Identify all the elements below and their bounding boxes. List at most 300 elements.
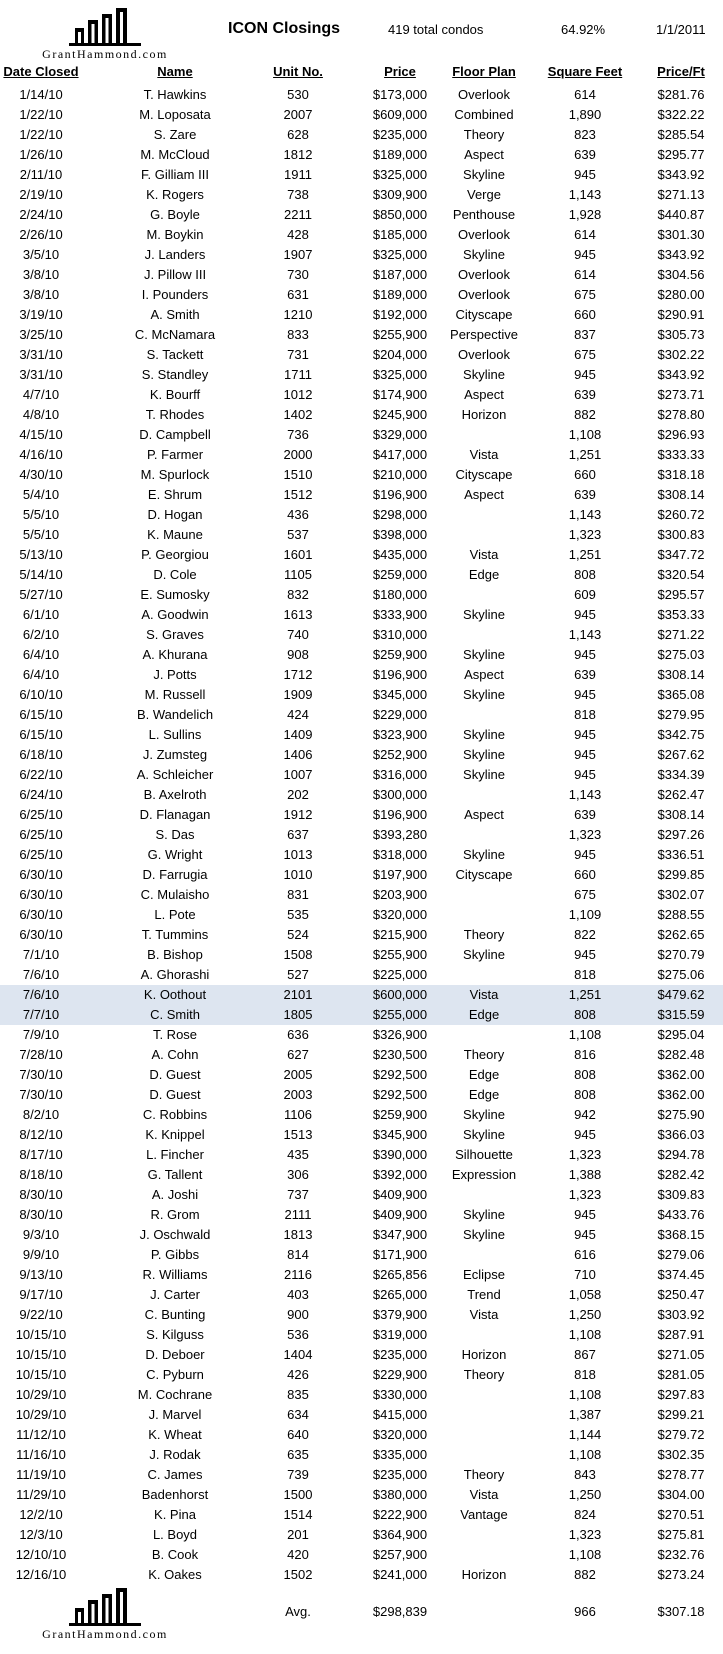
name-cell: C. McNamara <box>134 327 216 342</box>
table-row <box>0 345 723 365</box>
table-row <box>0 565 723 585</box>
price-per-ft-cell: $302.07 <box>657 887 705 902</box>
date-closed-cell: 7/6/10 <box>22 967 60 982</box>
name-cell: D. Flanagan <box>139 807 211 822</box>
unit-no-cell: 1514 <box>283 1507 313 1522</box>
unit-no-cell: 1210 <box>283 307 313 322</box>
price-per-ft-cell: $270.79 <box>657 947 705 962</box>
floor-plan-cell: Skyline <box>463 367 505 382</box>
square-feet-cell: 945 <box>574 1207 596 1222</box>
name-cell: E. Shrum <box>147 487 203 502</box>
date-closed-cell: 7/1/10 <box>22 947 60 962</box>
avg-price-per-ft: $307.18 <box>657 1604 705 1619</box>
square-feet-cell: 945 <box>574 1227 596 1242</box>
unit-no-cell: 640 <box>287 1427 309 1442</box>
name-cell: B. Cook <box>151 1547 199 1562</box>
date-closed-cell: 9/13/10 <box>19 1267 63 1282</box>
unit-no-cell: 737 <box>287 1187 309 1202</box>
price-per-ft-cell: $299.21 <box>657 1407 705 1422</box>
table-row <box>0 585 723 605</box>
name-cell: P. Gibbs <box>150 1247 200 1262</box>
square-feet-cell: 1,143 <box>568 507 602 522</box>
square-feet-cell: 823 <box>574 127 596 142</box>
floor-plan-cell: Vista <box>469 1487 499 1502</box>
table-row <box>0 1065 723 1085</box>
floor-plan-cell <box>428 1245 540 1265</box>
price-per-ft-cell: $280.00 <box>657 287 705 302</box>
date-closed-cell: 8/30/10 <box>19 1187 63 1202</box>
square-feet-cell: 660 <box>574 307 596 322</box>
square-feet-cell: 1,143 <box>568 187 602 202</box>
name-cell: L. Boyd <box>152 1527 198 1542</box>
date-closed-cell: 10/15/10 <box>15 1347 67 1362</box>
unit-no-cell: 833 <box>287 327 309 342</box>
date-closed-cell: 2/26/10 <box>19 227 63 242</box>
name-cell: M. McCloud <box>140 147 210 162</box>
floor-plan-cell: Vista <box>469 1307 499 1322</box>
price-cell: $185,000 <box>372 227 428 242</box>
name-cell: F. Gilliam III <box>141 167 209 182</box>
date-closed-cell: 6/25/10 <box>19 807 63 822</box>
floor-plan-cell: Overlook <box>457 287 511 302</box>
table-row <box>0 1145 723 1165</box>
unit-no-cell: 536 <box>287 1327 309 1342</box>
price-per-ft-cell: $281.05 <box>657 1367 705 1382</box>
floor-plan-cell: Skyline <box>463 767 505 782</box>
square-feet-cell: 1,890 <box>568 107 602 122</box>
unit-no-cell: 1105 <box>284 567 312 582</box>
col-price: Price <box>384 64 416 79</box>
name-cell: M. Boykin <box>146 227 204 242</box>
table-row <box>0 1465 723 1485</box>
unit-no-cell: 631 <box>287 287 309 302</box>
floor-plan-cell: Silhouette <box>455 1147 513 1162</box>
floor-plan-cell: Perspective <box>450 327 518 342</box>
name-cell: T. Rose <box>152 1027 198 1042</box>
date-closed-cell: 2/24/10 <box>19 207 63 222</box>
unit-no-cell: 2211 <box>284 207 312 222</box>
table-row <box>0 985 723 1005</box>
square-feet-cell: 1,323 <box>568 527 602 542</box>
square-feet-cell: 639 <box>574 147 596 162</box>
price-cell: $265,856 <box>372 1267 428 1282</box>
square-feet-cell: 1,143 <box>568 787 602 802</box>
table-row <box>0 645 723 665</box>
price-cell: $235,000 <box>372 1467 428 1482</box>
price-per-ft-cell: $282.48 <box>657 1047 705 1062</box>
floor-plan-cell: Edge <box>468 1007 500 1022</box>
square-feet-cell: 945 <box>574 247 596 262</box>
price-per-ft-cell: $273.24 <box>657 1567 705 1582</box>
date-closed-cell: 3/31/10 <box>19 347 63 362</box>
table-row <box>0 825 723 845</box>
price-per-ft-cell: $479.62 <box>657 987 705 1002</box>
date-closed-cell: 9/3/10 <box>22 1227 60 1242</box>
floor-plan-cell <box>428 1405 540 1425</box>
name-cell: L. Fincher <box>146 1147 204 1162</box>
name-cell: M. Loposata <box>139 107 211 122</box>
price-per-ft-cell: $347.72 <box>657 547 705 562</box>
price-cell: $265,000 <box>372 1287 428 1302</box>
square-feet-cell: 616 <box>574 1247 596 1262</box>
name-cell: K. Bourff <box>149 387 201 402</box>
name-cell: M. Spurlock <box>140 467 210 482</box>
date-closed-cell: 12/16/10 <box>15 1567 67 1582</box>
square-feet-cell: 818 <box>574 707 596 722</box>
floor-plan-cell <box>428 1425 540 1445</box>
name-cell: D. Guest <box>149 1087 201 1102</box>
table-row <box>0 1205 723 1225</box>
table-row <box>0 1245 723 1265</box>
unit-no-cell: 2007 <box>283 107 313 122</box>
date-closed-cell: 6/22/10 <box>19 767 63 782</box>
price-per-ft-cell: $295.77 <box>657 147 705 162</box>
price-per-ft-cell: $315.59 <box>657 1007 705 1022</box>
date-closed-cell: 6/2/10 <box>22 627 60 642</box>
price-cell: $255,900 <box>372 947 428 962</box>
unit-no-cell: 634 <box>287 1407 309 1422</box>
table-row <box>0 1125 723 1145</box>
price-per-ft-cell: $362.00 <box>657 1087 705 1102</box>
name-cell: R. Grom <box>150 1207 200 1222</box>
table-row <box>0 1045 723 1065</box>
floor-plan-cell: Skyline <box>463 247 505 262</box>
price-cell: $245,900 <box>372 407 428 422</box>
price-cell: $318,000 <box>372 847 428 862</box>
price-per-ft-cell: $262.47 <box>657 787 705 802</box>
square-feet-cell: 1,108 <box>568 1547 602 1562</box>
name-cell: K. Maune <box>147 527 203 542</box>
name-cell: R. Williams <box>142 1267 208 1282</box>
price-per-ft-cell: $232.76 <box>657 1547 705 1562</box>
total-condos: 419 total condos <box>388 22 484 37</box>
floor-plan-cell <box>428 425 540 445</box>
table-row <box>0 1225 723 1245</box>
name-cell: C. Mulaisho <box>140 887 210 902</box>
table-row <box>0 105 723 125</box>
logo-text: GrantHammond.com <box>42 47 168 61</box>
date-closed-cell: 11/12/10 <box>16 1427 66 1442</box>
floor-plan-cell: Trend <box>467 1287 501 1302</box>
price-per-ft-cell: $273.71 <box>657 387 705 402</box>
table-row <box>0 1545 723 1565</box>
price-cell: $225,000 <box>372 967 428 982</box>
square-feet-cell: 639 <box>574 487 596 502</box>
floor-plan-cell: Vista <box>469 447 499 462</box>
price-per-ft-cell: $279.06 <box>657 1247 705 1262</box>
table-row <box>0 1305 723 1325</box>
price-cell: $325,000 <box>372 167 428 182</box>
table-row <box>0 385 723 405</box>
floor-plan-cell: Overlook <box>457 267 511 282</box>
date-closed-cell: 8/12/10 <box>19 1127 63 1142</box>
date-closed-cell: 2/19/10 <box>19 187 63 202</box>
name-cell: Badenhorst <box>141 1487 209 1502</box>
unit-no-cell: 2101 <box>283 987 313 1002</box>
price-per-ft-cell: $275.90 <box>657 1107 705 1122</box>
floor-plan-cell: Skyline <box>463 1127 505 1142</box>
table-row <box>0 1085 723 1105</box>
floor-plan-cell: Skyline <box>463 727 505 742</box>
floor-plan-cell: Theory <box>463 927 505 942</box>
square-feet-cell: 614 <box>574 87 596 102</box>
name-cell: B. Bishop <box>147 947 203 962</box>
table-row <box>0 125 723 145</box>
name-cell: A. Goodwin <box>141 607 209 622</box>
square-feet-cell: 867 <box>574 1347 596 1362</box>
square-feet-cell: 945 <box>574 1127 596 1142</box>
price-cell: $215,900 <box>372 927 428 942</box>
square-feet-cell: 1,323 <box>568 827 602 842</box>
date-closed-cell: 3/25/10 <box>19 327 63 342</box>
name-cell: D. Cole <box>153 567 197 582</box>
price-cell: $409,900 <box>372 1207 428 1222</box>
floor-plan-cell: Overlook <box>457 347 511 362</box>
report-date: 1/1/2011 <box>656 22 706 37</box>
table-row <box>0 765 723 785</box>
square-feet-cell: 1,928 <box>568 207 602 222</box>
col-date-closed: Date Closed <box>3 64 79 79</box>
avg-square-feet: 966 <box>574 1604 596 1619</box>
price-cell: $259,900 <box>372 1107 428 1122</box>
floor-plan-cell: Theory <box>463 127 505 142</box>
square-feet-cell: 614 <box>574 267 596 282</box>
name-cell: K. Rogers <box>146 187 204 202</box>
price-per-ft-cell: $433.76 <box>657 1207 705 1222</box>
table-row <box>0 1525 723 1545</box>
name-cell: J. Potts <box>153 667 197 682</box>
table-row <box>0 265 723 285</box>
table-row <box>0 245 723 265</box>
price-cell: $320,000 <box>372 907 428 922</box>
floor-plan-cell <box>428 905 540 925</box>
square-feet-cell: 1,387 <box>568 1407 602 1422</box>
table-row <box>0 1105 723 1125</box>
name-cell: G. Wright <box>147 847 203 862</box>
date-closed-cell: 3/19/10 <box>19 307 63 322</box>
date-closed-cell: 6/4/10 <box>22 647 60 662</box>
name-cell: A. Cohn <box>151 1047 199 1062</box>
square-feet-cell: 945 <box>574 367 596 382</box>
unit-no-cell: 527 <box>287 967 309 982</box>
unit-no-cell: 831 <box>287 887 309 902</box>
date-closed-cell: 4/16/10 <box>19 447 63 462</box>
name-cell: D. Deboer <box>145 1347 205 1362</box>
floor-plan-cell: Skyline <box>463 607 505 622</box>
price-per-ft-cell: $302.22 <box>657 347 705 362</box>
square-feet-cell: 837 <box>574 327 596 342</box>
date-closed-cell: 6/30/10 <box>19 887 63 902</box>
unit-no-cell: 835 <box>287 1387 309 1402</box>
building-logo-icon <box>69 6 141 46</box>
square-feet-cell: 1,108 <box>568 1387 602 1402</box>
price-per-ft-cell: $295.04 <box>657 1027 705 1042</box>
price-cell: $345,900 <box>372 1127 428 1142</box>
percent-sold: 64.92% <box>561 22 606 37</box>
table-row <box>0 405 723 425</box>
unit-no-cell: 1406 <box>283 747 313 762</box>
price-cell: $187,000 <box>372 267 428 282</box>
square-feet-cell: 818 <box>574 1367 596 1382</box>
table-row <box>0 965 723 985</box>
name-cell: S. Graves <box>146 627 204 642</box>
table-row <box>0 325 723 345</box>
table-row <box>0 465 723 485</box>
price-cell: $316,000 <box>372 767 428 782</box>
table-row <box>0 605 723 625</box>
unit-no-cell: 1012 <box>283 387 313 402</box>
price-cell: $393,280 <box>372 827 428 842</box>
floor-plan-cell: Overlook <box>457 87 511 102</box>
table-row <box>0 925 723 945</box>
square-feet-cell: 1,323 <box>568 1147 602 1162</box>
date-closed-cell: 3/8/10 <box>22 287 60 302</box>
unit-no-cell: 1812 <box>283 147 313 162</box>
logo-text: GrantHammond.com <box>42 1627 168 1641</box>
floor-plan-cell: Cityscape <box>455 867 513 882</box>
price-cell: $204,000 <box>372 347 428 362</box>
price-cell: $241,000 <box>372 1567 428 1582</box>
price-per-ft-cell: $308.14 <box>657 807 705 822</box>
name-cell: A. Joshi <box>151 1187 199 1202</box>
table-row <box>0 945 723 965</box>
name-cell: K. Pina <box>154 1507 196 1522</box>
floor-plan-cell: Aspect <box>464 487 504 502</box>
unit-no-cell: 1512 <box>283 487 313 502</box>
name-cell: S. Das <box>155 827 195 842</box>
date-closed-cell: 6/18/10 <box>19 747 63 762</box>
price-cell: $255,900 <box>372 327 428 342</box>
price-per-ft-cell: $270.51 <box>657 1507 705 1522</box>
date-closed-cell: 10/15/10 <box>15 1367 67 1382</box>
price-cell: $325,000 <box>372 247 428 262</box>
price-per-ft-cell: $342.75 <box>657 727 705 742</box>
floor-plan-cell: Theory <box>463 1367 505 1382</box>
unit-no-cell: 436 <box>287 507 309 522</box>
price-per-ft-cell: $320.54 <box>657 567 705 582</box>
unit-no-cell: 730 <box>287 267 309 282</box>
floor-plan-cell <box>428 1385 540 1405</box>
date-closed-cell: 8/18/10 <box>19 1167 63 1182</box>
date-closed-cell: 6/15/10 <box>19 707 63 722</box>
square-feet-cell: 945 <box>574 727 596 742</box>
date-closed-cell: 6/30/10 <box>19 867 63 882</box>
table-row <box>0 1165 723 1185</box>
square-feet-cell: 660 <box>574 867 596 882</box>
date-closed-cell: 8/2/10 <box>22 1107 60 1122</box>
table-header <box>0 64 723 84</box>
table-row <box>0 205 723 225</box>
price-cell: $235,000 <box>372 127 428 142</box>
date-closed-cell: 12/10/10 <box>15 1547 67 1562</box>
unit-no-cell: 1010 <box>283 867 313 882</box>
name-cell: M. Cochrane <box>137 1387 213 1402</box>
col-floor-plan: Floor Plan <box>452 64 516 79</box>
table-row <box>0 285 723 305</box>
unit-no-cell: 814 <box>287 1247 309 1262</box>
date-closed-cell: 10/29/10 <box>15 1407 67 1422</box>
square-feet-cell: 1,108 <box>568 1327 602 1342</box>
date-closed-cell: 1/14/10 <box>19 87 63 102</box>
price-per-ft-cell: $322.22 <box>657 107 705 122</box>
date-closed-cell: 5/5/10 <box>22 507 60 522</box>
price-cell: $259,900 <box>372 647 428 662</box>
date-closed-cell: 10/15/10 <box>15 1327 67 1342</box>
table-row <box>0 625 723 645</box>
unit-no-cell: 1404 <box>283 1347 313 1362</box>
price-per-ft-cell: $374.45 <box>657 1267 705 1282</box>
unit-no-cell: 2000 <box>283 447 313 462</box>
square-feet-cell: 660 <box>574 467 596 482</box>
table-row <box>0 505 723 525</box>
name-cell: S. Tackett <box>146 347 204 362</box>
price-per-ft-cell: $294.78 <box>657 1147 705 1162</box>
price-cell: $345,000 <box>372 687 428 702</box>
price-per-ft-cell: $275.06 <box>657 967 705 982</box>
floor-plan-cell: Overlook <box>457 227 511 242</box>
unit-no-cell: 2111 <box>284 1207 312 1222</box>
unit-no-cell: 1007 <box>283 767 313 782</box>
square-feet-cell: 945 <box>574 607 596 622</box>
unit-no-cell: 1013 <box>283 847 313 862</box>
unit-no-cell: 201 <box>287 1527 309 1542</box>
floor-plan-cell: Cityscape <box>455 467 513 482</box>
price-per-ft-cell: $281.76 <box>657 87 705 102</box>
price-per-ft-cell: $278.77 <box>657 1467 705 1482</box>
name-cell: C. Pyburn <box>146 1367 204 1382</box>
name-cell: D. Hogan <box>147 507 203 522</box>
date-closed-cell: 6/30/10 <box>19 907 63 922</box>
floor-plan-cell: Skyline <box>463 1107 505 1122</box>
price-cell: $319,000 <box>372 1327 428 1342</box>
name-cell: E. Sumosky <box>140 587 210 602</box>
name-cell: J. Pillow III <box>143 267 207 282</box>
col-unit-no: Unit No. <box>273 64 323 79</box>
floor-plan-cell: Horizon <box>461 1347 507 1362</box>
name-cell: J. Marvel <box>148 1407 202 1422</box>
square-feet-cell: 1,143 <box>568 627 602 642</box>
date-closed-cell: 5/13/10 <box>19 547 63 562</box>
price-per-ft-cell: $295.57 <box>657 587 705 602</box>
floor-plan-cell: Theory <box>463 1467 505 1482</box>
table-row <box>0 685 723 705</box>
square-feet-cell: 945 <box>574 167 596 182</box>
square-feet-cell: 808 <box>574 1067 596 1082</box>
price-per-ft-cell: $271.22 <box>657 627 705 642</box>
price-per-ft-cell: $275.03 <box>657 647 705 662</box>
unit-no-cell: 537 <box>287 527 309 542</box>
col-name: Name <box>157 64 193 79</box>
name-cell: D. Guest <box>149 1067 201 1082</box>
floor-plan-cell: Skyline <box>463 847 505 862</box>
date-closed-cell: 12/2/10 <box>19 1507 63 1522</box>
table-row <box>0 665 723 685</box>
date-closed-cell: 9/9/10 <box>22 1247 60 1262</box>
price-cell: $203,900 <box>372 887 428 902</box>
date-closed-cell: 11/16/10 <box>16 1447 66 1462</box>
date-closed-cell: 6/25/10 <box>19 827 63 842</box>
unit-no-cell: 1711 <box>284 367 312 382</box>
price-per-ft-cell: $336.51 <box>657 847 705 862</box>
price-per-ft-cell: $300.83 <box>657 527 705 542</box>
square-feet-cell: 1,108 <box>568 1447 602 1462</box>
price-cell: $435,000 <box>372 547 428 562</box>
price-cell: $180,000 <box>372 587 428 602</box>
price-per-ft-cell: $278.80 <box>657 407 705 422</box>
price-per-ft-cell: $368.15 <box>657 1227 705 1242</box>
square-feet-cell: 945 <box>574 647 596 662</box>
price-per-ft-cell: $297.26 <box>657 827 705 842</box>
